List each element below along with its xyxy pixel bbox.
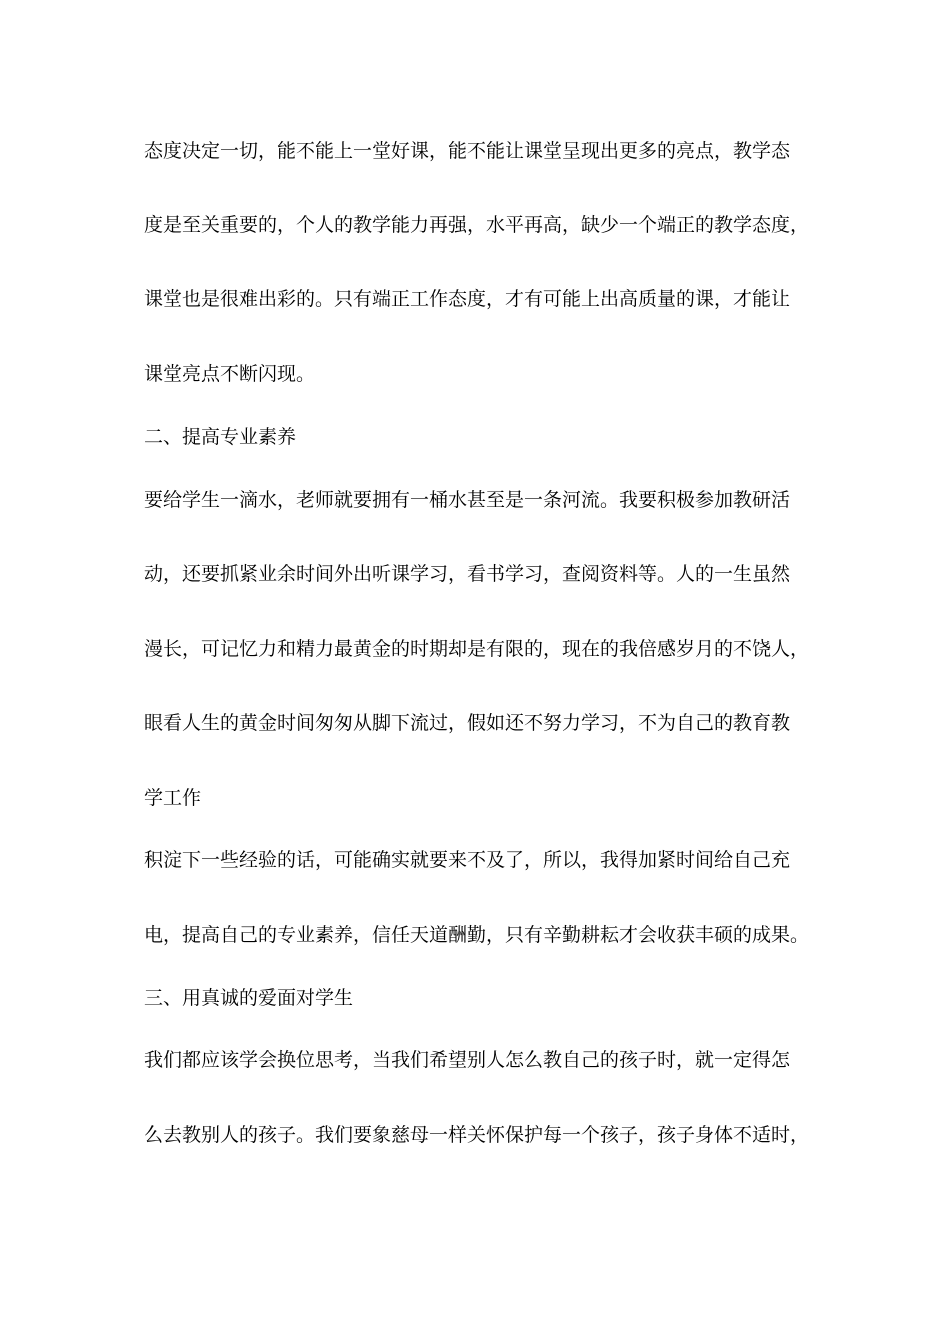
paragraph-line: 电，提高自己的专业素养，信任天道酬勤，只有辛勤耕耘才会收获丰硕的成果。: [144, 924, 810, 946]
paragraph-line: 学工作: [144, 787, 202, 809]
paragraph-line: 漫长，可记忆力和精力最黄金的时期却是有限的，现在的我倍感岁月的不饶人，: [144, 638, 810, 660]
paragraph-line: 积淀下一些经验的话，可能确实就要来不及了，所以，我得加紧时间给自己充: [144, 849, 791, 871]
paragraph-line: 要给学生一滴水，老师就要拥有一桶水甚至是一条河流。我要积极参加教研活: [144, 489, 791, 511]
paragraph-line: 课堂也是很难出彩的。只有端正工作态度，才有可能上出高质量的课，才能让: [144, 288, 791, 310]
section-heading: 三、用真诚的爱面对学生: [144, 987, 354, 1009]
section-heading: 二、提高专业素养: [144, 426, 297, 448]
paragraph-line: 态度决定一切，能不能上一堂好课，能不能让课堂呈现出更多的亮点，教学态: [144, 140, 791, 162]
paragraph-line: 我们都应该学会换位思考，当我们希望别人怎么教自己的孩子时，就一定得怎: [144, 1049, 791, 1071]
paragraph-line: 度是至关重要的，个人的教学能力再强，水平再高，缺少一个端正的教学态度，: [144, 214, 810, 236]
paragraph-line: 动，还要抓紧业余时间外出听课学习，看书学习，查阅资料等。人的一生虽然: [144, 563, 791, 585]
paragraph-line: 么去教别人的孩子。我们要象慈母一样关怀保护每一个孩子，孩子身体不适时，: [144, 1124, 810, 1146]
paragraph-line: 课堂亮点不断闪现。: [144, 363, 316, 385]
paragraph-line: 眼看人生的黄金时间匆匆从脚下流过，假如还不努力学习，不为自己的教育教: [144, 712, 791, 734]
